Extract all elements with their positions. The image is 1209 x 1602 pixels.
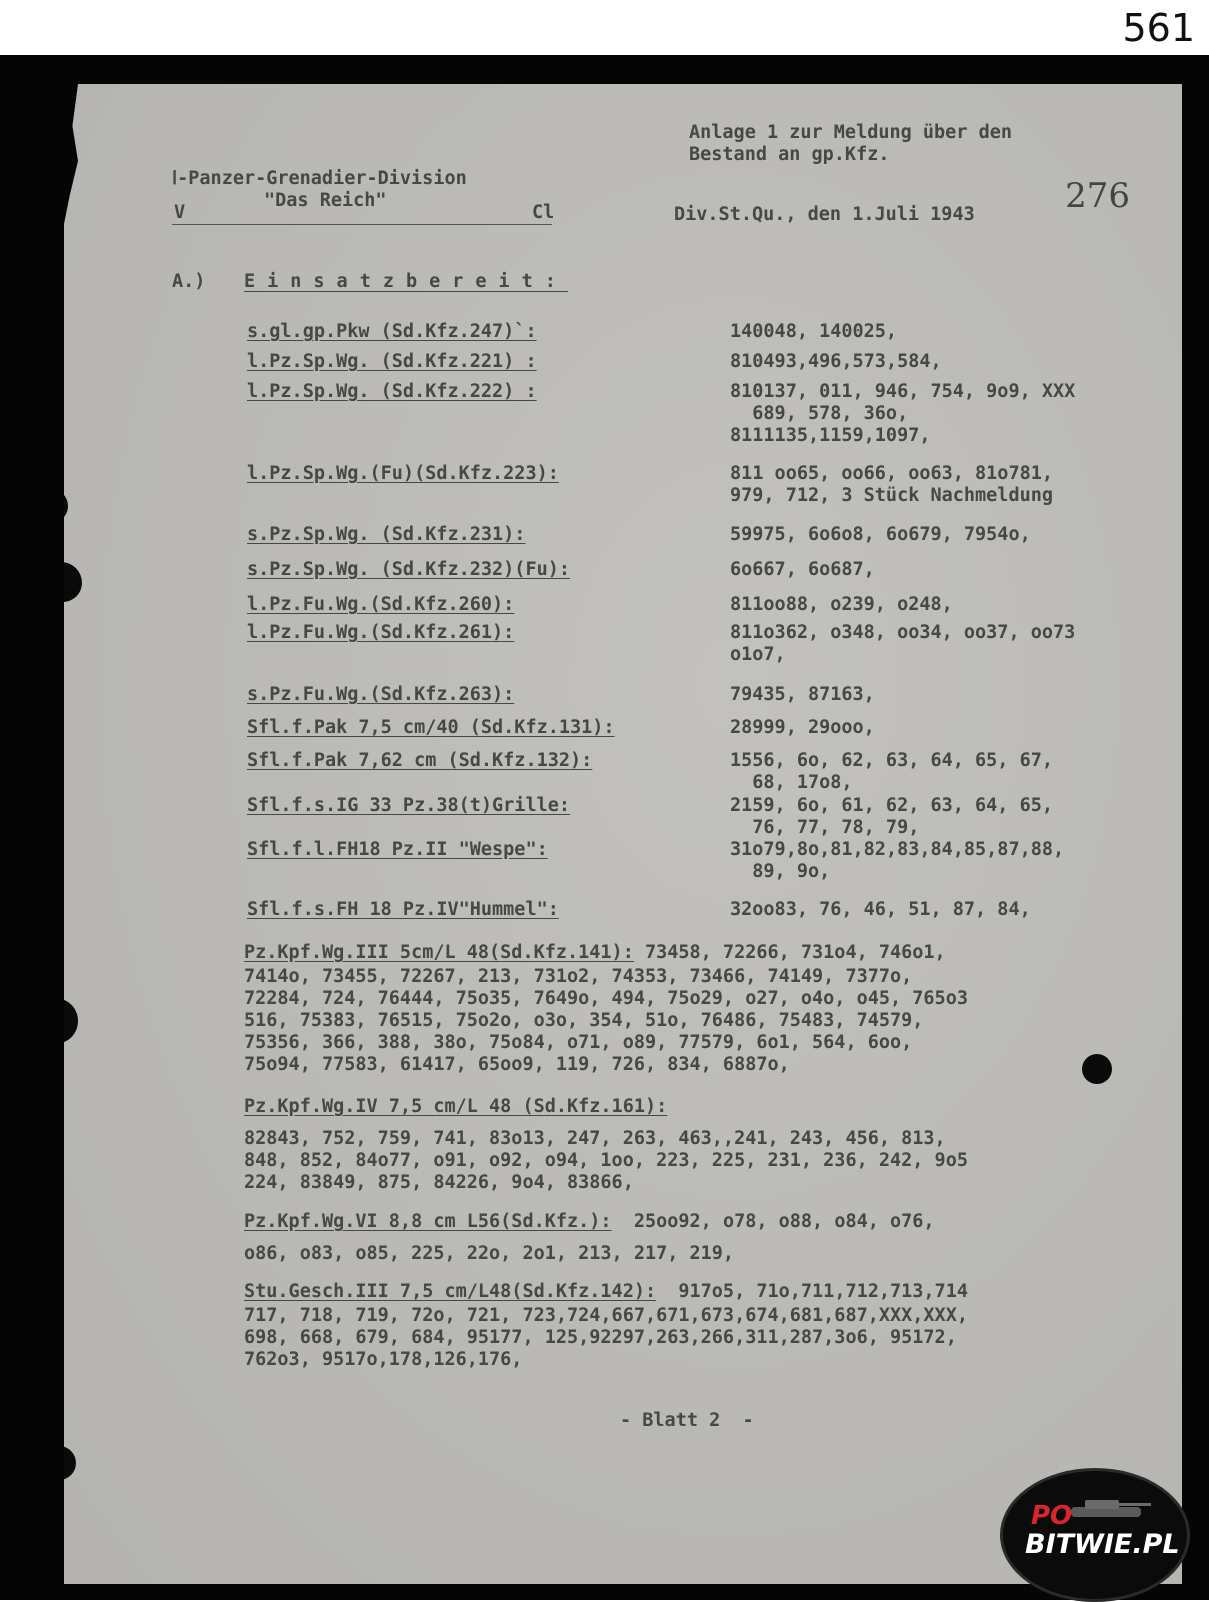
vehicle-serial-numbers: 917o5, 71o,711,712,713,714: [656, 1281, 968, 1302]
vehicle-type-label: Sfl.f.Pak 7,5 cm/40 (Sd.Kfz.131):: [247, 717, 615, 738]
vehicle-serial-numbers: 810137, 011, 946, 754, 9o9, XXX 689, 578, 36o, 8111135,1159,1097,: [730, 381, 1076, 446]
vehicle-serial-numbers: 140048, 140025,: [730, 321, 898, 342]
punch-hole-icon: [64, 489, 68, 523]
vehicle-serial-numbers: 717, 718, 719, 72o, 721, 723,724,667,671,673,674,681,687,XXX,XXX, 698, 668, 679, 684, 95177, 125,92297,263,266,311,287,3o6, 95172, 762o3, 9517o,178,126,176,: [244, 1305, 968, 1370]
logo-main-text: BITWIE.PL: [1025, 1529, 1180, 1560]
vehicle-serial-numbers: 7414o, 73455, 72267, 213, 731o2, 74353, 73466, 74149, 7377o, 72284, 724, 76444, 75o35, 7649o, 494, 75o29, o27, o4o, o45, 765o3 516, 75383, 76515, 75o2o, o3o, 354, 51o, 76486, 75483, 74579, 75356, 366, 388, 38o, 75o84, o71, o89, 77579, 6o1, 564, 6oo, 75o94, 77583, 61417, 65oo9, 119, 726, 834, 6887o,: [244, 966, 968, 1075]
vehicle-type-label: l.Pz.Sp.Wg.(Fu)(Sd.Kfz.223):: [247, 463, 559, 484]
tank-icon: [1063, 1495, 1153, 1521]
page-number: 561: [1122, 6, 1195, 50]
vehicle-type-label: s.Pz.Sp.Wg. (Sd.Kfz.231):: [247, 524, 526, 545]
reference-left: V: [174, 202, 186, 223]
vehicle-serial-numbers: 811oo88, o239, o248,: [730, 594, 953, 615]
vehicle-serial-numbers: 79435, 87163,: [730, 684, 875, 705]
vehicle-type-label: l.Pz.Fu.Wg.(Sd.Kfz.260):: [247, 594, 515, 615]
vehicle-type-label: Stu.Gesch.III 7,5 cm/L48(Sd.Kfz.142):: [244, 1281, 657, 1302]
vehicle-type-label: Sfl.f.s.IG 33 Pz.38(t)Grille:: [247, 795, 571, 816]
section-title: Einsatzbereit:: [244, 271, 568, 292]
vehicle-type-label: Sfl.f.Pak 7,62 cm (Sd.Kfz.132):: [247, 750, 593, 771]
vehicle-serial-numbers: 811 oo65, oo66, oo63, 81o781, 979, 712, 3 Stück Nachmeldung: [730, 463, 1054, 506]
place-date: Div.St.Qu., den 1.Juli 1943: [674, 204, 975, 225]
vehicle-serial-numbers: 73458, 72266, 731o4, 746o1,: [633, 942, 946, 963]
vehicle-serial-numbers: 25oo92, o78, o88, o84, o76,: [611, 1211, 935, 1232]
vehicle-type-label: s.gl.gp.Pkw (Sd.Kfz.247)`:: [247, 321, 537, 342]
reference-right: Cl: [532, 202, 555, 223]
vehicle-serial-numbers: o86, o83, o85, 225, 22o, 2o1, 213, 217, 219,: [244, 1243, 735, 1264]
vehicle-serial-numbers: 2159, 6o, 61, 62, 63, 64, 65, 76, 77, 78, 79,: [730, 795, 1054, 838]
vehicle-block: [244, 1096, 968, 1194]
vehicle-serial-numbers: 59975, 6o6o8, 6o679, 7954o,: [730, 524, 1031, 545]
annex-line-1: Anlage 1 zur Meldung über den: [689, 122, 1013, 143]
vehicle-type-label: Sfl.f.s.FH 18 Pz.IV"Hummel":: [247, 899, 559, 920]
watermark-logo: [1000, 1468, 1190, 1602]
vehicle-serial-numbers: 28999, 29ooo,: [730, 717, 875, 738]
vehicle-serial-numbers: 1556, 6o, 62, 63, 64, 65, 67, 68, 17o8,: [730, 750, 1054, 793]
vehicle-type-label: Pz.Kpf.Wg.IV 7,5 cm/L 48 (Sd.Kfz.161):: [244, 1096, 668, 1117]
vehicle-type-label: l.Pz.Sp.Wg. (Sd.Kfz.221) :: [247, 351, 537, 372]
torn-corner: [64, 84, 78, 224]
vehicle-type-label: s.Pz.Fu.Wg.(Sd.Kfz.263):: [247, 684, 515, 705]
logo-prefix: PO: [1031, 1501, 1073, 1531]
document-page: [64, 84, 1182, 1584]
header-rule: [172, 224, 552, 225]
punch-hole-icon: [64, 999, 78, 1043]
vehicle-serial-numbers: 31o79,8o,81,82,83,84,85,87,88, 89, 9o,: [730, 839, 1065, 882]
vehicle-serial-numbers: 32oo83, 76, 46, 51, 87, 84,: [730, 899, 1031, 920]
vehicle-type-label: Pz.Kpf.Wg.III 5cm/L 48(Sd.Kfz.141):: [244, 942, 634, 963]
vehicle-block: [244, 1211, 935, 1265]
page-footer: - Blatt 2 -: [620, 1410, 754, 1431]
vehicle-block: [244, 942, 968, 1076]
punch-hole-icon: [1082, 1054, 1112, 1084]
section-marker: A.): [172, 271, 206, 292]
vehicle-block: [244, 1281, 968, 1371]
vehicle-type-label: l.Pz.Sp.Wg. (Sd.Kfz.222) :: [247, 381, 537, 402]
vehicle-serial-numbers: 6o667, 6o687,: [730, 559, 875, 580]
division-title: "Das Reich": [264, 190, 387, 211]
punch-hole-icon: [64, 1446, 76, 1480]
vehicle-type-label: Pz.Kpf.Wg.VI 8,8 cm L56(Sd.Kfz.):: [244, 1211, 612, 1232]
vehicle-serial-numbers: 82843, 752, 759, 741, 83o13, 247, 263, 463,,241, 243, 456, 813, 848, 852, 84o77, o91, o92, o94, 1oo, 223, 225, 231, 236, 242, 9o5 224, 83849, 875, 84226, 9o4, 83866,: [244, 1128, 968, 1193]
annex-line-2: Bestand an gp.Kfz.: [689, 144, 890, 165]
vehicle-serial-numbers: 811o362, o348, oo34, oo37, oo73 o1o7,: [730, 622, 1076, 665]
punch-hole-icon: [64, 562, 82, 602]
vehicle-serial-numbers: 810493,496,573,584,: [730, 351, 942, 372]
vehicle-type-label: l.Pz.Fu.Wg.(Sd.Kfz.261):: [247, 622, 515, 643]
division-name: ߊ-Panzer-Grenadier-Division: [172, 168, 467, 189]
vehicle-type-label: Sfl.f.l.FH18 Pz.II "Wespe":: [247, 839, 548, 860]
archive-number: 276: [1065, 176, 1130, 216]
vehicle-type-label: s.Pz.Sp.Wg. (Sd.Kfz.232)(Fu):: [247, 559, 571, 580]
